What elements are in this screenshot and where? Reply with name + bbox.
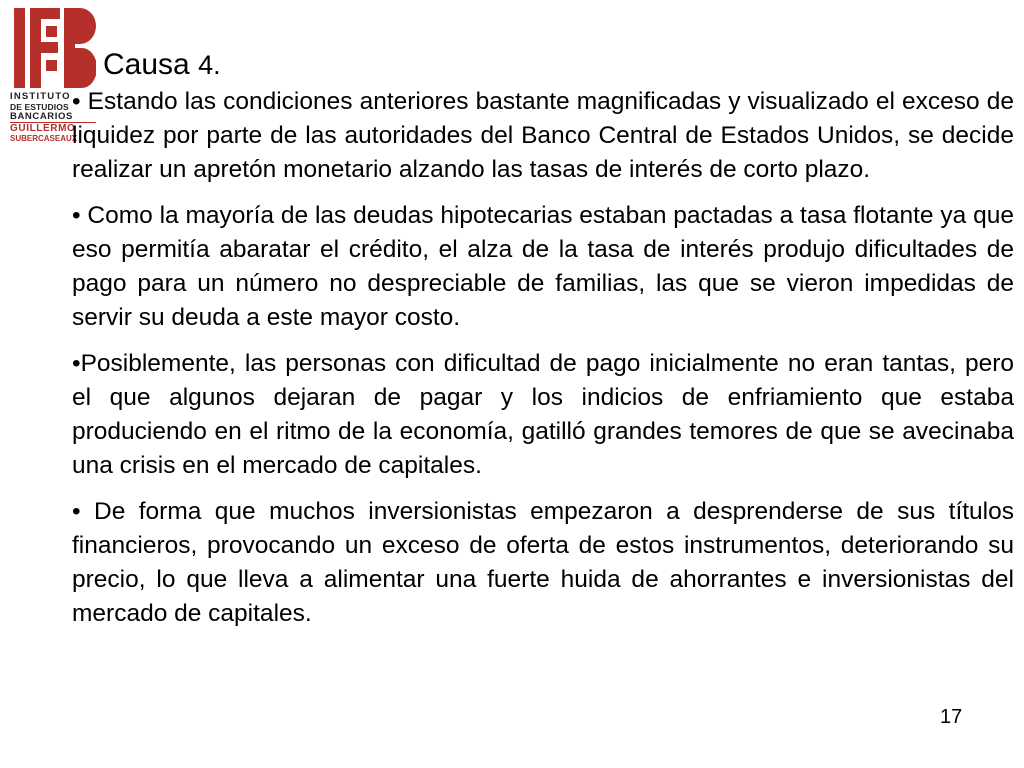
logo-text-line-2: DE ESTUDIOS [10,102,69,112]
logo-text-line-3: BANCARIOS [10,111,73,122]
logo-text-line-1: INSTITUTO [10,91,71,102]
logo-text-line-4: GUILLERMO [10,123,76,134]
slide-title [103,47,221,83]
slide-title-number: 4. [198,50,221,80]
slide-title-text: Causa [103,48,190,81]
logo-text-line-5: SUBERCASEAUX [10,134,78,143]
bullet-paragraph: • De forma que muchos inversionistas empezaron a desprenderse de sus títulos financieros, provocando un exceso de oferta de estos instrumentos, deteriorando su precio, lo que lleva a alimentar una fuerte huida de ahorrantes e inversionistas del mercado de capitales. [72,498,1014,627]
slide-body [72,85,1014,643]
bullet-paragraph: • Como la mayoría de las deudas hipotecarias estaban pactadas a tasa flotante ya que eso permitía abaratar el crédito, el alza de la tasa de interés produjo dificultades de pago para un número no despreciable de familias, las que se vieron impedidas de servir su deuda a este mayor costo. [72,202,1014,331]
bullet-paragraph: •Posiblemente, las personas con dificultad de pago inicialmente no eran tantas, pero el que algunos dejaran de pagar y los indicios de enfriamiento que estaba produciendo en el ritmo de la economía, gatilló grandes temores de que se avecinaba una crisis en el mercado de capitales. [72,350,1014,479]
bullet-paragraph: • Estando las condiciones anteriores bastante magnificadas y visualizado el exceso de liquidez por parte de las autoridades del Banco Central de Estados Unidos, se decide realizar un apretón monetario alzando las tasas de interés de corto plazo. [72,88,1014,183]
page-number: 17 [940,706,963,728]
institute-logo-icon [14,8,96,88]
